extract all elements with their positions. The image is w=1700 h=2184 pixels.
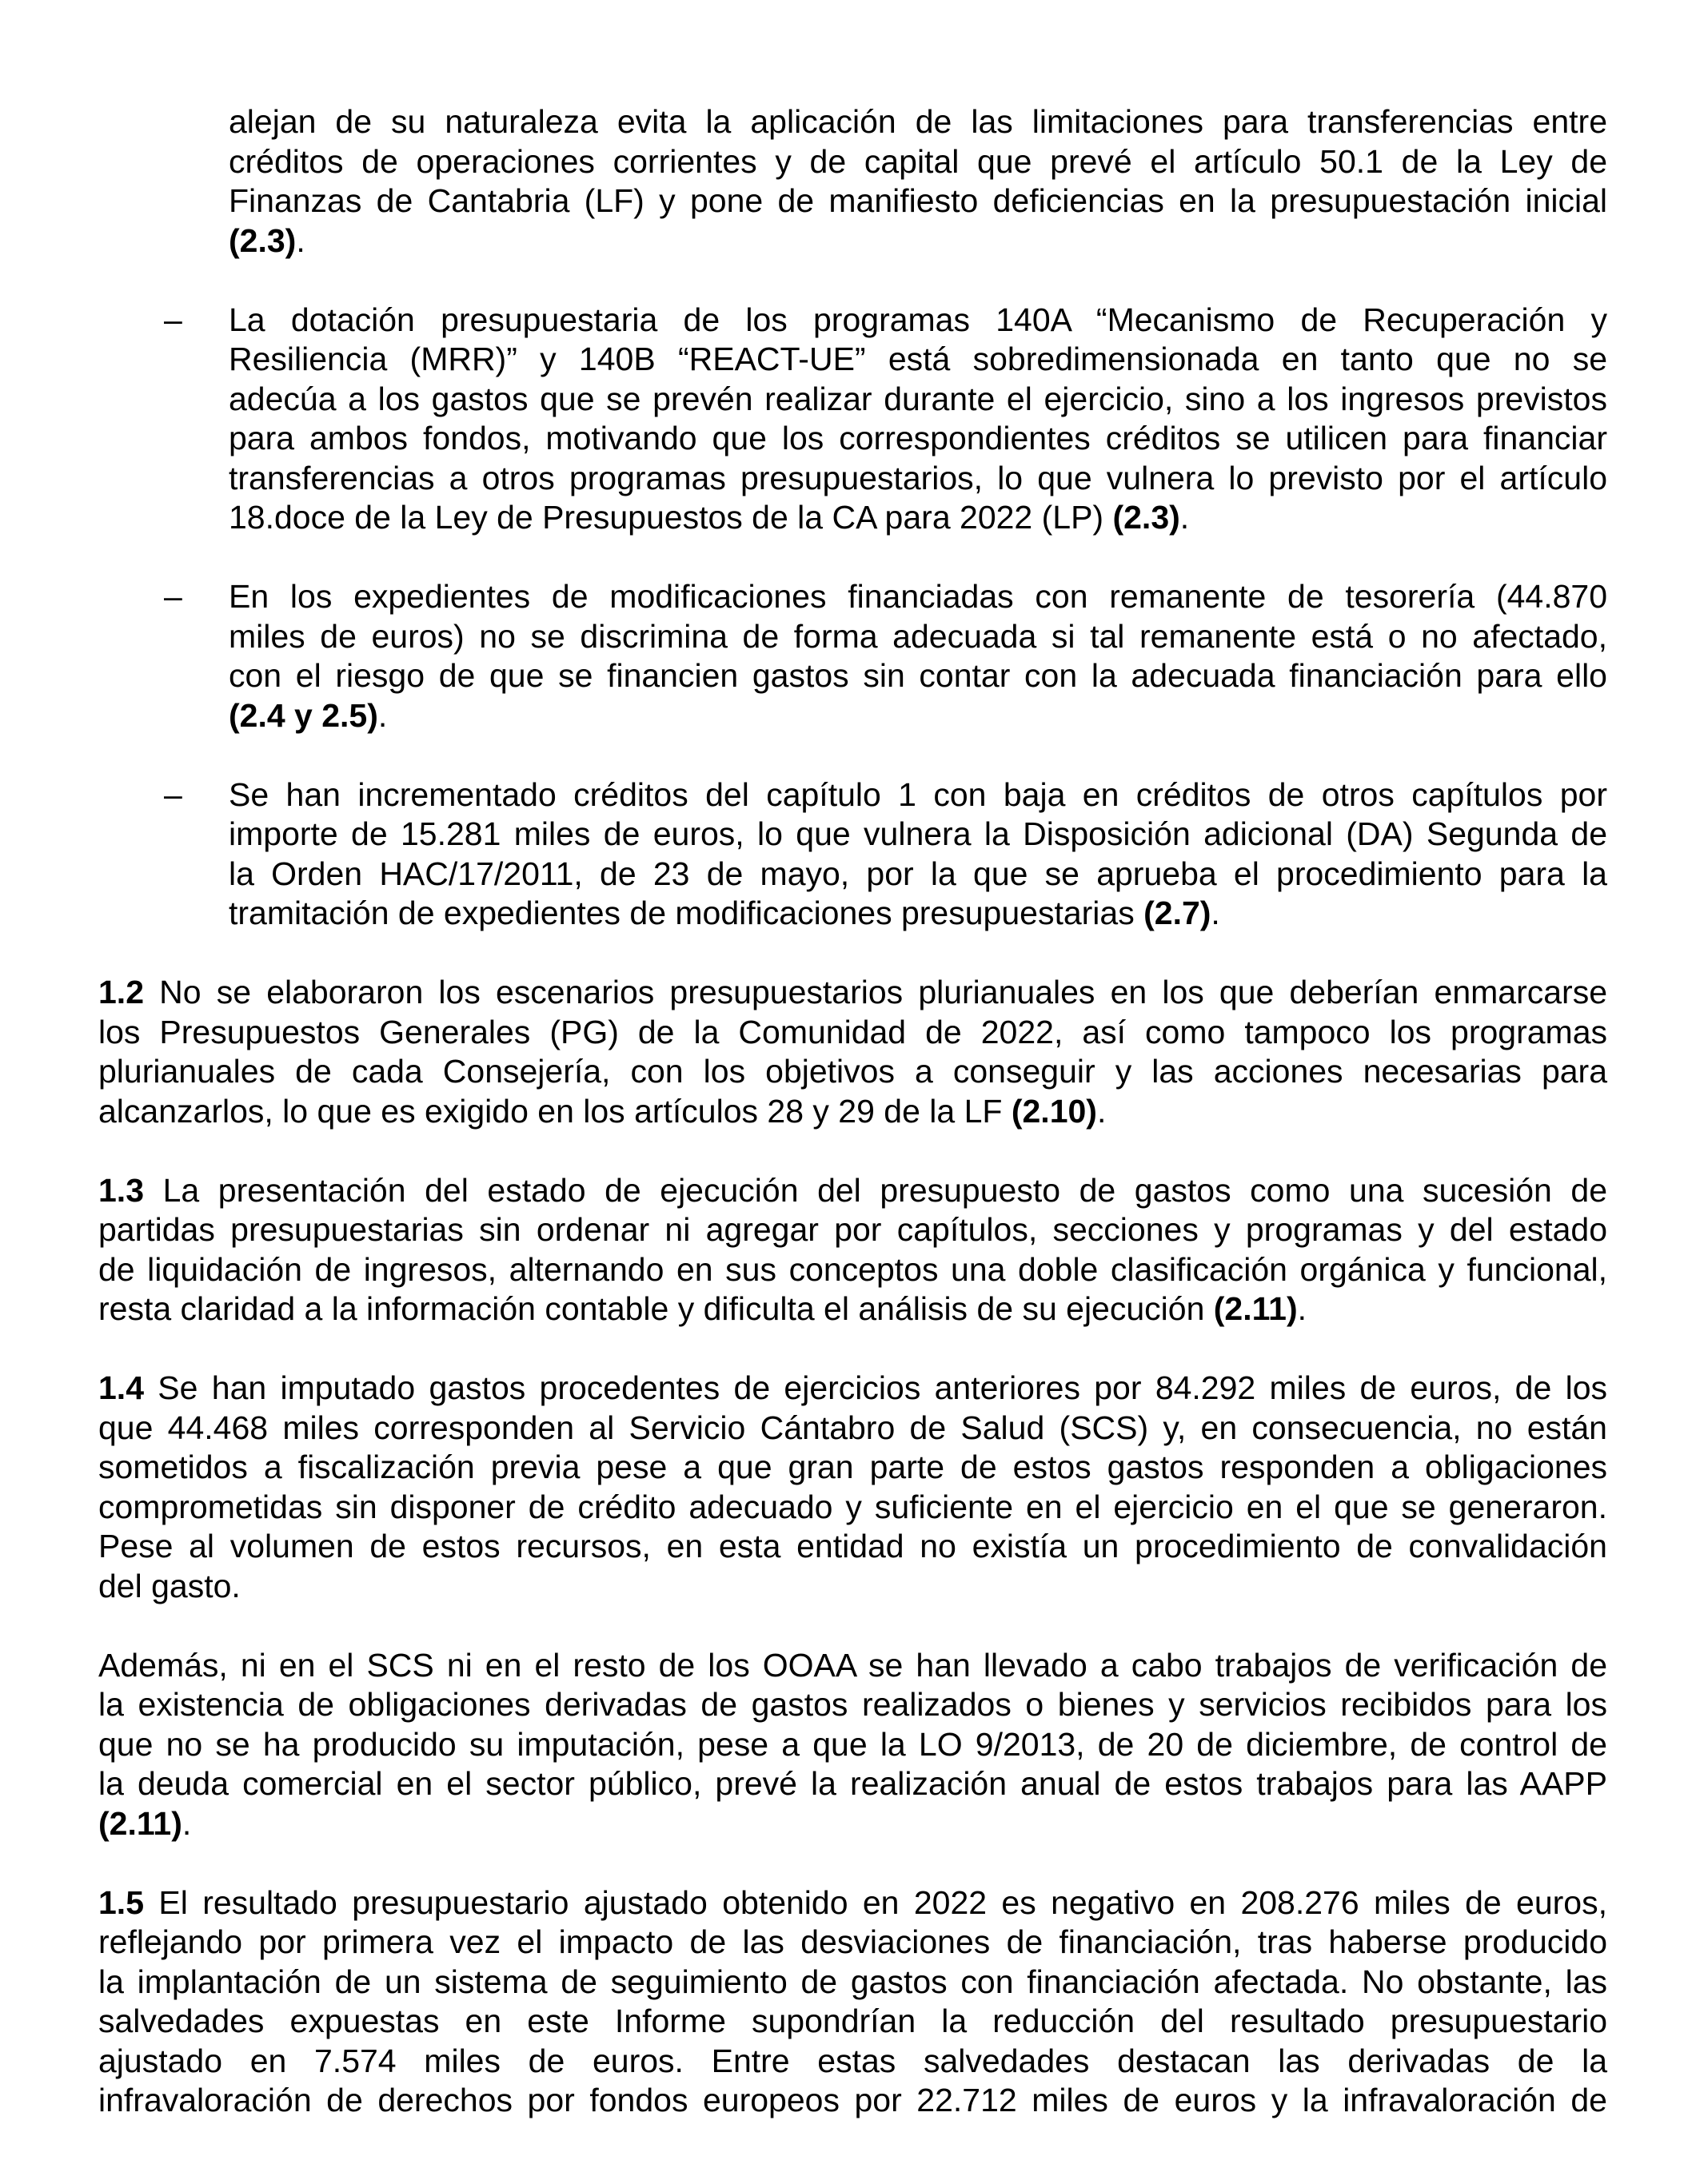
text-line (229, 656, 1607, 696)
text-segment: que no se ha producido su imputación, pese a que la LO 9/2013, de 20 de diciembre, de control de (98, 1725, 1607, 1763)
dash-bullet-icon: – (164, 578, 182, 615)
section-reference: 1.3 (98, 1171, 144, 1209)
paragraph (98, 1646, 1607, 1844)
text-segment: la Orden HAC/17/2011, de 23 de mayo, por la que se aprueba el procedimiento para la (229, 855, 1607, 892)
text-segment: . (1297, 1290, 1307, 1327)
text-segment: ajustado en 7.574 miles de euros. Entre estas salvedades destacan las derivadas de la (98, 2042, 1607, 2079)
text-segment: El resultado presupuestario ajustado obtenido en 2022 es negativo en 208.276 miles de euros, (144, 1883, 1607, 1921)
section-reference: (2.11) (1213, 1290, 1298, 1327)
text-segment: Pese al volumen de estos recursos, en esta entidad no existía un procedimiento de convalidación (98, 1528, 1607, 1564)
text-segment: alcanzarlos, lo que es exigido en los artículos 28 y 29 de la LF (98, 1092, 1012, 1130)
paragraph (98, 973, 1607, 1131)
text-segment: partidas presupuestarias sin ordenar ni agregar por capítulos, secciones y programas y del estado (98, 1211, 1607, 1248)
text-line (98, 1963, 1607, 2003)
text-segment: Se han incrementado créditos del capítulo 1 con baja en créditos de otros capítulos por (229, 775, 1607, 813)
text-segment: . (1179, 499, 1190, 536)
text-line (98, 1210, 1607, 1250)
text-segment: sometidos a fiscalización previa pese a que gran parte de estos gastos responden a obligaciones (98, 1449, 1607, 1485)
section-reference: 1.4 (98, 1369, 144, 1406)
section-reference: (2.3) (229, 221, 297, 259)
text-segment: . (1096, 1092, 1107, 1130)
text-segment: La presentación del estado de ejecución del presupuesto de gastos como una sucesión de (144, 1171, 1607, 1209)
text-line (98, 1527, 1607, 1567)
text-segment: alejan de su naturaleza evita la aplicación de las limitaciones para transferencias entre (229, 103, 1607, 140)
text-line (229, 142, 1607, 182)
text-line (229, 380, 1607, 420)
text-segment: la existencia de obligaciones derivadas de gastos realizados o bienes y servicios recibidos para los (98, 1686, 1607, 1723)
text-segment: de liquidación de ingresos, alternando en sus conceptos una doble clasificación orgánica y funcional, (98, 1250, 1607, 1288)
text-line (98, 1804, 1607, 1844)
text-segment: que 44.468 miles corresponden al Servicio Cántabro de Salud (SCS) y, en consecuencia, no están (98, 1409, 1607, 1446)
text-line (229, 301, 1607, 341)
text-segment: . (1211, 895, 1220, 931)
text-line (98, 973, 1607, 1013)
text-segment: créditos de operaciones corrientes y de capital que prevé el artículo 50.1 de la Ley de (229, 142, 1607, 180)
text-line (229, 815, 1607, 855)
text-line (98, 1567, 1607, 1607)
dash-bullet-icon: – (164, 301, 182, 338)
text-segment: con el riesgo de que se financien gastos sin contar con la adecuada financiación para ello (229, 657, 1607, 694)
text-segment: reflejando por primera vez el impacto de las desviaciones de financiación, tras haberse producido (98, 1923, 1607, 1960)
text-line (229, 577, 1607, 617)
text-line (98, 1250, 1607, 1290)
text-line (98, 2042, 1607, 2082)
bullet-item (98, 577, 1607, 735)
text-segment: salvedades expuestas en este Informe supondrían la reducción del resultado presupuestario (98, 2003, 1607, 2039)
text-segment: resta claridad a la información contable y dificulta el análisis de su ejecución (98, 1290, 1214, 1327)
section-reference: (2.10) (1011, 1092, 1097, 1130)
text-segment: plurianuales de cada Consejería, con los objetivos a conseguir y las acciones necesarias para (98, 1053, 1607, 1090)
text-line (98, 1409, 1607, 1449)
text-segment: La dotación presupuestaria de los programas 140A “Mecanismo de Recuperación y (229, 301, 1607, 338)
text-segment: la deuda comercial en el sector público, prevé la realización anual de estos trabajos para las AAPP (98, 1765, 1607, 1802)
paragraph (98, 102, 1607, 261)
text-line (229, 894, 1607, 934)
text-segment: En los expedientes de modificaciones financiadas con remanente de tesorería (44.870 (229, 578, 1607, 615)
text-line (229, 181, 1607, 221)
text-segment: . (377, 696, 388, 734)
text-line (98, 1764, 1607, 1804)
text-line (229, 696, 1607, 736)
bullet-item (98, 301, 1607, 538)
text-line (229, 419, 1607, 459)
text-line (98, 2081, 1607, 2121)
section-reference: 1.2 (98, 974, 144, 1010)
text-segment: No se elaboraron los escenarios presupuestarios plurianuales en los que deberían enmarcarse (144, 974, 1607, 1010)
text-line (98, 1883, 1607, 1923)
text-segment: . (182, 1804, 192, 1842)
text-segment: 18.doce de la Ley de Presupuestos de la CA para 2022 (LP) (229, 499, 1113, 536)
text-segment: para ambos fondos, motivando que los correspondientes créditos se utilicen para financiar (229, 420, 1607, 456)
text-line (98, 1052, 1607, 1092)
text-line (98, 1488, 1607, 1528)
text-segment: comprometidas sin disponer de crédito adecuado y suficiente en el ejercicio en el que se generaron. (98, 1488, 1607, 1525)
paragraph (98, 1369, 1607, 1606)
text-segment: Finanzas de Cantabria (LF) y pone de manifiesto deficiencias en la presupuestación inicial (229, 182, 1607, 219)
text-line (229, 617, 1607, 657)
text-line (98, 1171, 1607, 1211)
section-reference: (2.7) (1143, 895, 1211, 931)
text-segment: del gasto. (98, 1567, 241, 1604)
paragraph (98, 1883, 1607, 2121)
text-line (229, 498, 1607, 538)
text-segment: los Presupuestos Generales (PG) de la Comunidad de 2022, así como tampoco los programas (98, 1013, 1607, 1050)
text-line (98, 1685, 1607, 1725)
text-segment: tramitación de expedientes de modificaciones presupuestarias (229, 895, 1144, 931)
text-segment: Resiliencia (MRR)” y 140B “REACT-UE” está sobredimensionada en tanto que no se (229, 341, 1607, 377)
text-segment: miles de euros) no se discrimina de forma adecuada si tal remanente está o no afectado, (229, 617, 1607, 655)
text-line (229, 775, 1607, 815)
text-line (98, 1448, 1607, 1488)
text-line (98, 1369, 1607, 1409)
text-line (229, 855, 1607, 895)
text-segment: infravaloración de derechos por fondos europeos por 22.712 miles de euros y la infravaloración de (98, 2082, 1607, 2118)
section-reference: 1.5 (98, 1883, 144, 1921)
text-segment: la implantación de un sistema de seguimiento de gastos con financiación afectada. No obstante, las (98, 1963, 1607, 2000)
text-line (229, 102, 1607, 142)
text-line (98, 1646, 1607, 1686)
section-reference: (2.3) (1112, 499, 1180, 536)
text-line (98, 1013, 1607, 1053)
text-line (229, 340, 1607, 380)
text-line (98, 2002, 1607, 2042)
text-segment: . (296, 221, 305, 259)
dash-bullet-icon: – (164, 775, 182, 813)
text-line (98, 1289, 1607, 1329)
text-segment: adecúa a los gastos que se prevén realizar durante el ejercicio, sino a los ingresos previstos (229, 380, 1607, 417)
text-line (98, 1725, 1607, 1765)
text-line (229, 459, 1607, 499)
text-segment: Además, ni en el SCS ni en el resto de los OOAA se han llevado a cabo trabajos de verificación de (98, 1646, 1607, 1684)
document-body (98, 102, 1607, 2160)
paragraph (98, 1171, 1607, 1329)
text-segment: importe de 15.281 miles de euros, lo que vulnera la Disposición adicional (DA) Segunda de (229, 815, 1607, 852)
bullet-item (98, 775, 1607, 934)
text-segment: Se han imputado gastos procedentes de ejercicios anteriores por 84.292 miles de euros, de los (144, 1369, 1607, 1406)
section-reference: (2.11) (98, 1804, 182, 1842)
text-line (98, 1092, 1607, 1132)
section-reference: (2.4 y 2.5) (229, 696, 378, 734)
text-segment: transferencias a otros programas presupuestarios, lo que vulnera lo previsto por el artículo (229, 459, 1607, 496)
text-line (98, 1923, 1607, 1963)
text-line (229, 221, 1607, 261)
